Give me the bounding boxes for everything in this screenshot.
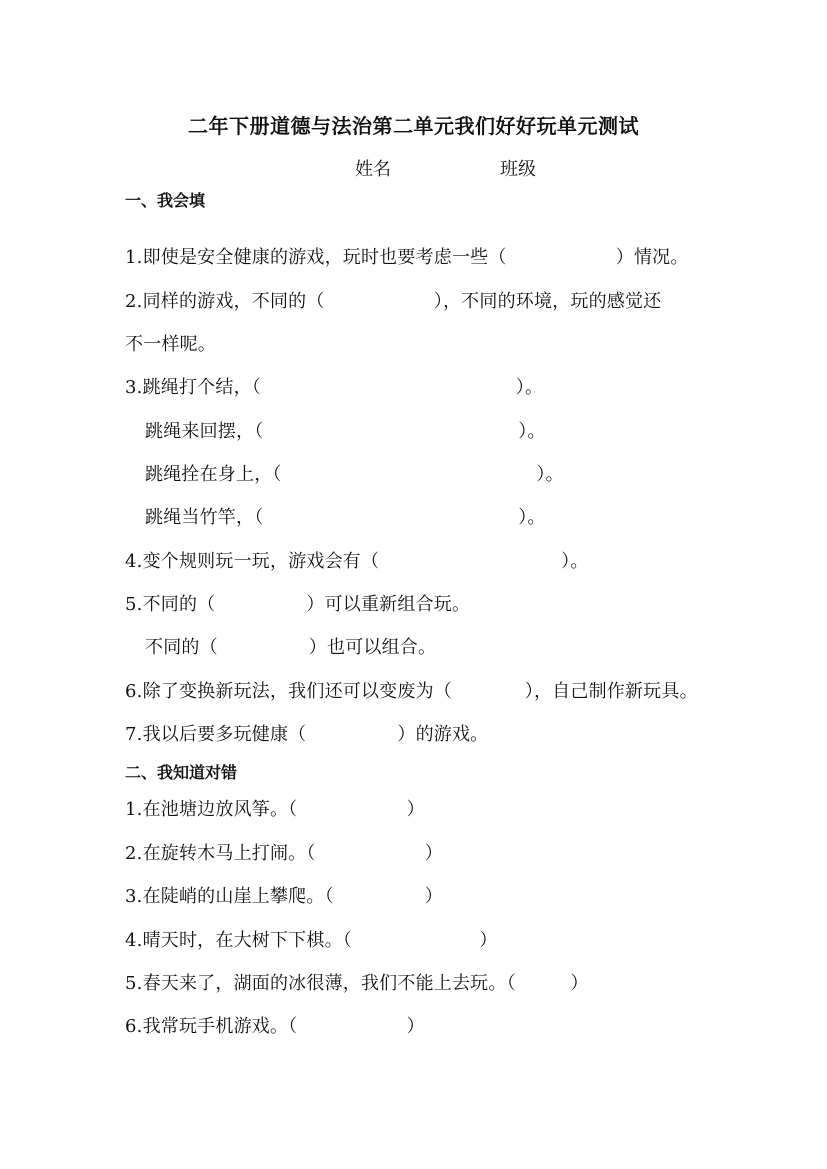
- question-2-6: 6.我常玩手机游戏。（ ）: [125, 1016, 425, 1037]
- question-1-5b: 不同的（ ）也可以组合。: [145, 637, 437, 658]
- question-1-2: 2.同样的游戏，不同的（ ），不同的环境，玩的感觉还: [125, 291, 662, 312]
- question-2-5: 5.春天来了，湖面的冰很薄，我们不能上去玩。（ ）: [125, 973, 589, 994]
- question-2-4: 4.晴天时，在大树下下棋。（ ）: [125, 930, 498, 951]
- section-heading-fill: 一、我会填: [125, 191, 206, 210]
- name-label: 姓名: [355, 159, 391, 180]
- question-1-3a: 3.跳绳打个结，（ ）。: [125, 377, 544, 398]
- class-label: 班级: [500, 159, 536, 180]
- question-1-6: 6.除了变换新玩法，我们还可以变废为（ ），自己制作新玩具。: [125, 681, 698, 702]
- section-heading-true-false: 二、我知道对错: [125, 763, 238, 782]
- question-2-2: 2.在旋转木马上打闹。（ ）: [125, 843, 443, 864]
- question-1-5a: 5.不同的（ ）可以重新组合玩。: [125, 594, 471, 615]
- question-1-3c: 跳绳拴在身上，（ ）。: [145, 464, 564, 485]
- question-2-1: 1.在池塘边放风筝。（ ）: [125, 799, 425, 820]
- question-2-3: 3.在陡峭的山崖上攀爬。（ ）: [125, 886, 443, 907]
- question-1-2-cont: 不一样呢。: [125, 334, 216, 355]
- question-1-3b: 跳绳来回摆，（ ）。: [145, 421, 546, 442]
- question-1-4: 4.变个规则玩一玩，游戏会有（ ）。: [125, 551, 589, 572]
- question-1-7: 7.我以后要多玩健康（ ）的游戏。: [125, 724, 489, 745]
- question-1-1: 1.即使是安全健康的游戏，玩时也要考虑一些（ ）情况。: [125, 247, 689, 268]
- page-title: 二年下册道德与法治第二单元我们好好玩单元测试: [188, 114, 639, 138]
- question-1-3d: 跳绳当竹竿，（ ）。: [145, 507, 546, 528]
